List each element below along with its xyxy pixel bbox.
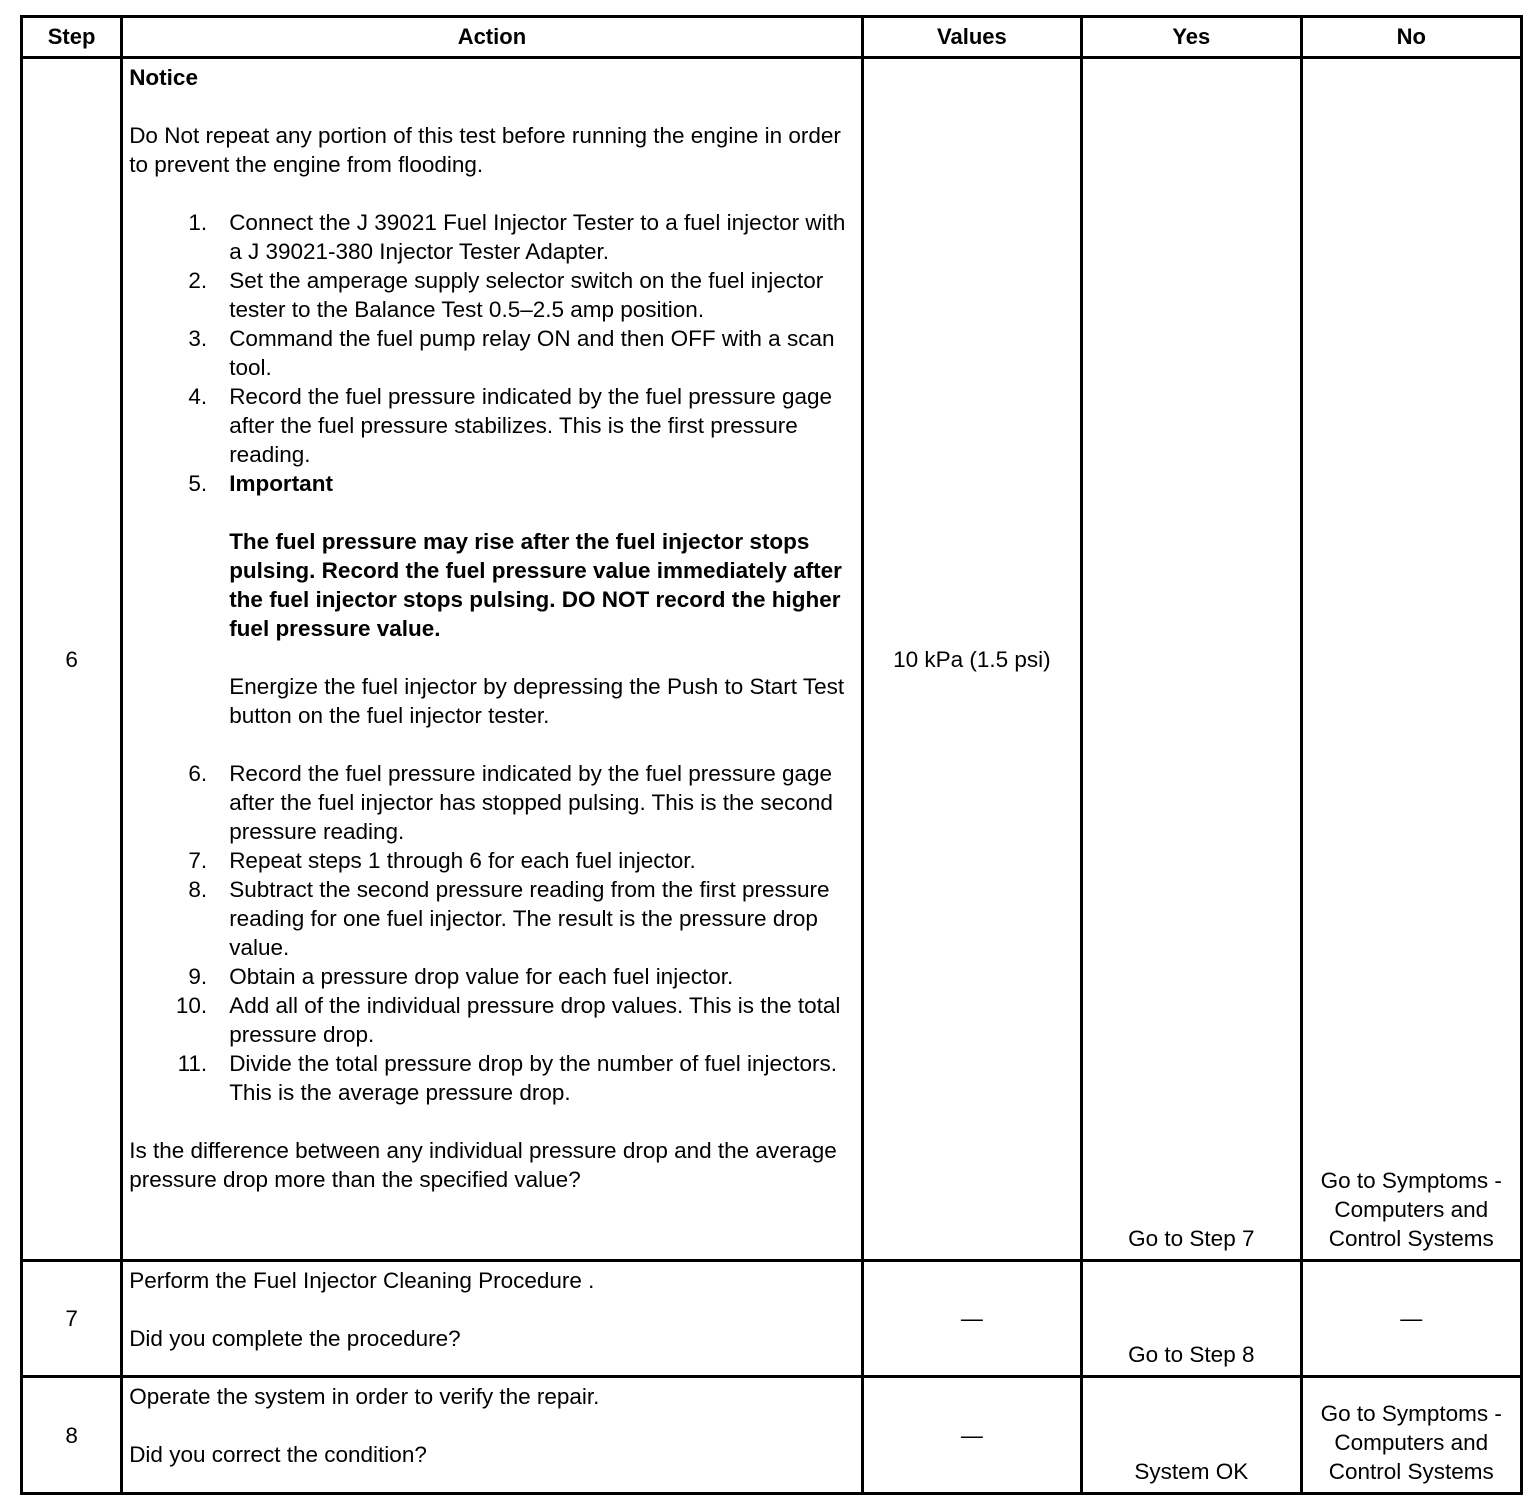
header-step: Step (22, 17, 122, 58)
list-item: 9. Obtain a pressure drop value for each fuel injector. (188, 964, 734, 989)
list-item: 10. Add all of the individual pressure drop values. This is the total pressure drop. (175, 993, 841, 1047)
question-text: Did you correct the condition? (129, 1442, 427, 1467)
question-text: Did you complete the procedure? (129, 1326, 461, 1351)
action-cell (122, 1377, 862, 1494)
list-item: 3. Command the fuel pump relay ON and then OFF with a scan tool. (188, 326, 835, 380)
important-text: The fuel pressure may rise after the fuel injector stops pulsing. Record the fuel pressure value immediately after the fuel injector stops pulsing. DO NOT record the higher fuel pressure value. (229, 529, 842, 641)
list-item: 6. Record the fuel pressure indicated by the fuel pressure gage after the fuel injector has stopped pulsing. This is the second pressure reading. (188, 761, 833, 844)
diagnostic-table (20, 15, 1523, 1495)
list-item: 1. Connect the J 39021 Fuel Injector Tester to a fuel injector with a J 39021-380 Injector Tester Adapter. (188, 210, 846, 264)
procedure-list (129, 208, 854, 1107)
header-action: Action (122, 17, 862, 58)
header-yes: Yes (1082, 17, 1301, 58)
list-item: 7. Repeat steps 1 through 6 for each fuel injector. (188, 848, 696, 873)
action-cell (122, 1261, 862, 1377)
list-item: 11. Divide the total pressure drop by the number of fuel injectors. This is the average pressure drop. (177, 1051, 838, 1105)
list-item: 4. Record the fuel pressure indicated by the fuel pressure gage after the fuel pressure stabilizes. This is the first pressure reading. (188, 384, 833, 467)
values-cell: — (862, 1377, 1081, 1494)
action-cell (122, 58, 862, 1261)
no-cell: Go to Symptoms - Computers and Control Systems (1301, 1377, 1521, 1494)
notice-text: Do Not repeat any portion of this test before running the engine in order to prevent the engine from flooding. (129, 123, 841, 177)
no-cell: — (1301, 1261, 1521, 1377)
yes-cell: Go to Step 8 (1082, 1261, 1301, 1377)
action-text: Perform the Fuel Injector Cleaning Procedure . (129, 1268, 595, 1293)
table-row-step-6 (22, 58, 1522, 1261)
energize-text: Energize the fuel injector by depressing the Push to Start Test button on the fuel injector tester. (229, 674, 845, 728)
no-cell: Go to Symptoms - Computers and Control Systems (1301, 58, 1521, 1261)
table-row-step-8 (22, 1377, 1522, 1494)
step-number: 8 (22, 1377, 122, 1494)
action-text: Operate the system in order to verify the repair. (129, 1384, 600, 1409)
header-values: Values (862, 17, 1081, 58)
table-row-step-7 (22, 1261, 1522, 1377)
step-number: 6 (22, 58, 122, 1261)
list-item: 8. Subtract the second pressure reading from the first pressure reading for one fuel injector. The result is the pressure drop value. (188, 877, 830, 960)
notice-title: Notice (129, 65, 198, 90)
header-no: No (1301, 17, 1521, 58)
values-cell: 10 kPa (1.5 psi) (862, 58, 1081, 1261)
yes-cell: System OK (1082, 1377, 1301, 1494)
question-text: Is the difference between any individual pressure drop and the average pressure drop more than the specified value? (129, 1138, 837, 1192)
values-cell: — (862, 1261, 1081, 1377)
yes-cell: Go to Step 7 (1082, 58, 1301, 1261)
list-item: 5. Important (188, 471, 333, 496)
step-number: 7 (22, 1261, 122, 1377)
header-row (22, 17, 1522, 58)
list-item: 2. Set the amperage supply selector switch on the fuel injector tester to the Balance Test 0.5–2.5 amp position. (188, 268, 824, 322)
